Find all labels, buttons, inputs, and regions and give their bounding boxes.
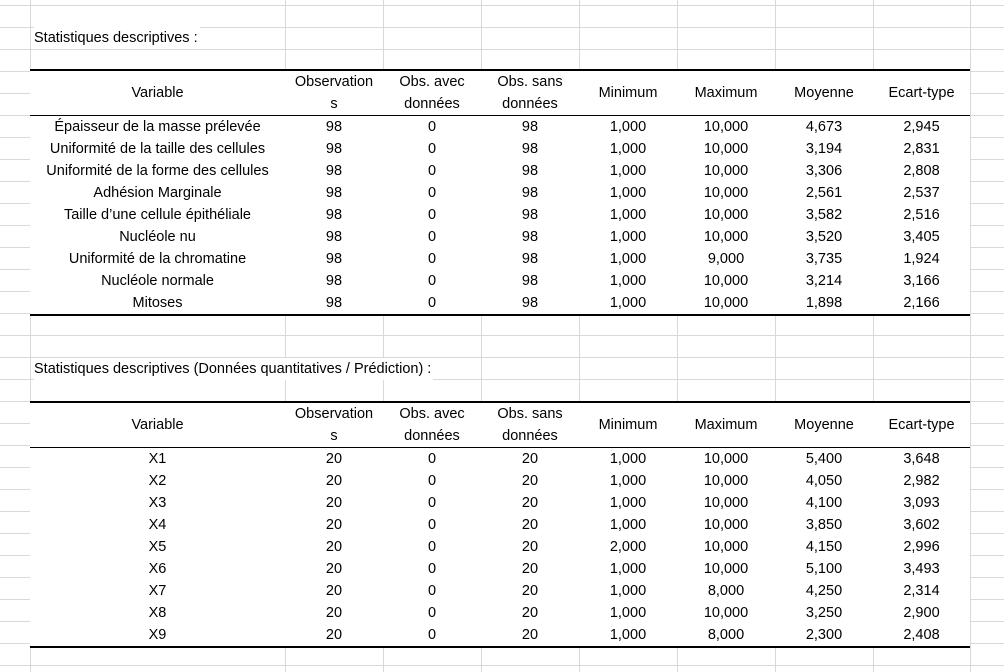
cell-obs-with-data[interactable]: 0 [427,451,437,467]
cell-obs-without-data[interactable]: 20 [521,561,539,577]
cell-variable[interactable]: Uniformité de la taille des cellules [49,141,266,157]
cell-obs-with-data[interactable]: 0 [427,561,437,577]
cell-variable[interactable]: Uniformité de la forme des cellules [46,163,269,179]
cell-maximum[interactable]: 8,000 [707,583,745,599]
table-row [30,226,970,248]
header-minimum: Minimum [579,402,677,448]
cell-mean[interactable]: 3,520 [805,229,843,245]
cell-observations[interactable]: 98 [325,251,343,267]
cell-observations[interactable]: 20 [325,517,343,533]
cell-std-dev[interactable]: 3,093 [903,495,940,511]
cell-mean[interactable]: 4,150 [805,539,843,555]
table-row [30,138,970,160]
cell-minimum[interactable]: 1,000 [609,119,647,135]
prediction-stats-table [30,401,970,648]
cell-mean[interactable]: 4,100 [805,495,843,511]
cell-maximum[interactable]: 10,000 [703,119,749,135]
cell-minimum[interactable]: 1,000 [609,185,647,201]
cell-obs-without-data[interactable]: 98 [521,229,539,245]
cell-minimum[interactable]: 1,000 [609,141,647,157]
cell-minimum[interactable]: 1,000 [609,561,647,577]
cell-maximum[interactable]: 10,000 [703,273,749,289]
cell-variable[interactable]: Uniformité de la chromatine [68,251,247,267]
cell-maximum[interactable]: 10,000 [703,473,749,489]
cell-variable[interactable]: Nucléole nu [119,229,196,245]
cell-std-dev[interactable]: 2,945 [903,119,940,135]
table-row [30,514,970,536]
cell-obs-with-data[interactable]: 0 [427,605,437,621]
cell-mean[interactable]: 5,100 [805,561,843,577]
header-obs-with-data: Obs. avec données [383,70,481,116]
cell-mean[interactable]: 5,400 [805,451,843,467]
cell-std-dev[interactable]: 2,314 [903,583,940,599]
table-row [30,160,970,182]
cell-minimum[interactable]: 1,000 [609,605,647,621]
cell-mean[interactable]: 4,673 [805,119,843,135]
cell-observations[interactable]: 20 [325,583,343,599]
cell-minimum[interactable]: 1,000 [579,292,677,315]
cell-obs-without-data[interactable]: 20 [521,605,539,621]
header-obs-without-data: Obs. sans données [481,70,579,116]
cell-minimum[interactable]: 1,000 [579,624,677,647]
section-title-prediction-stats: Statistiques descriptives (Données quantitatives / Prédiction) : [34,358,433,380]
cell-minimum[interactable]: 1,000 [609,273,647,289]
cell-obs-with-data[interactable]: 0 [427,119,437,135]
cell-obs-with-data[interactable]: 0 [427,517,437,533]
cell-obs-without-data[interactable]: 98 [521,185,539,201]
cell-maximum[interactable]: 10,000 [703,539,749,555]
cell-obs-without-data[interactable]: 20 [521,451,539,467]
cell-variable[interactable]: X5 [148,539,167,555]
cell-obs-with-data[interactable]: 0 [427,229,437,245]
cell-obs-without-data[interactable]: 98 [521,163,539,179]
cell-observations[interactable]: 98 [325,207,343,223]
cell-observations[interactable]: 20 [325,561,343,577]
cell-mean[interactable]: 3,250 [805,605,843,621]
cell-obs-with-data[interactable]: 0 [383,292,481,315]
cell-minimum[interactable]: 1,000 [609,229,647,245]
cell-obs-without-data[interactable]: 98 [521,251,539,267]
table-row [30,116,970,139]
cell-obs-without-data[interactable]: 20 [481,624,579,647]
cell-minimum[interactable]: 1,000 [609,517,647,533]
cell-maximum[interactable]: 9,000 [707,251,745,267]
cell-observations[interactable]: 20 [325,495,343,511]
table-row [30,248,970,270]
cell-std-dev[interactable]: 3,602 [903,517,940,533]
cell-obs-with-data[interactable]: 0 [427,539,437,555]
cell-obs-with-data[interactable]: 0 [427,473,437,489]
cell-observations[interactable]: 20 [285,624,383,647]
cell-obs-with-data[interactable]: 0 [427,495,437,511]
cell-observations[interactable]: 98 [325,185,343,201]
cell-observations[interactable]: 98 [325,119,343,135]
cell-obs-without-data[interactable]: 20 [521,473,539,489]
cell-variable[interactable]: Adhésion Marginale [93,185,222,201]
cell-std-dev[interactable]: 3,166 [903,273,940,289]
cell-variable[interactable]: X8 [148,605,167,621]
cell-std-dev[interactable]: 3,493 [903,561,940,577]
table-row [30,470,970,492]
cell-observations[interactable]: 98 [325,229,343,245]
cell-variable[interactable]: Nucléole normale [101,273,214,289]
cell-maximum[interactable]: 10,000 [703,229,749,245]
cell-maximum[interactable]: 10,000 [703,207,749,223]
table-row [30,536,970,558]
cell-observations[interactable]: 20 [325,605,343,621]
cell-std-dev[interactable]: 2,408 [873,624,970,647]
cell-mean[interactable]: 4,050 [805,473,843,489]
cell-observations[interactable]: 98 [325,163,343,179]
header-variable: Variable [30,70,285,116]
cell-mean[interactable]: 4,250 [805,583,843,599]
cell-observations[interactable]: 20 [325,451,343,467]
cell-std-dev[interactable]: 3,648 [903,451,940,467]
cell-obs-with-data[interactable]: 0 [427,141,437,157]
cell-obs-without-data[interactable]: 20 [521,539,539,555]
header-mean: Moyenne [775,70,873,116]
header-std-dev: Ecart-type [873,70,970,116]
cell-variable[interactable]: X4 [148,517,167,533]
table-row [30,182,970,204]
cell-mean[interactable]: 2,300 [775,624,873,647]
cell-maximum[interactable]: 10,000 [703,495,749,511]
cell-obs-with-data[interactable]: 0 [427,185,437,201]
cell-std-dev[interactable]: 2,982 [903,473,940,489]
header-std-dev: Ecart-type [873,402,970,448]
cell-std-dev[interactable]: 2,808 [903,163,940,179]
cell-variable[interactable]: Mitoses [30,292,285,315]
cell-obs-with-data[interactable]: 0 [427,583,437,599]
cell-minimum[interactable]: 1,000 [609,583,647,599]
header-maximum: Maximum [677,402,775,448]
cell-minimum[interactable]: 1,000 [609,495,647,511]
cell-std-dev[interactable]: 2,537 [903,185,940,201]
cell-std-dev[interactable]: 3,405 [903,229,940,245]
header-mean: Moyenne [775,402,873,448]
table-row [30,270,970,292]
table-row [30,292,970,315]
cell-variable[interactable]: X2 [148,473,167,489]
cell-mean[interactable]: 2,561 [805,185,843,201]
cell-obs-with-data[interactable]: 0 [427,163,437,179]
cell-observations[interactable]: 20 [325,473,343,489]
cell-std-dev[interactable]: 2,831 [903,141,940,157]
header-variable: Variable [30,402,285,448]
cell-obs-with-data[interactable]: 0 [383,624,481,647]
section-title-descriptive-stats: Statistiques descriptives : [34,27,200,49]
table-row [30,602,970,624]
cell-variable[interactable]: X3 [148,495,167,511]
cell-obs-with-data[interactable]: 0 [427,273,437,289]
cell-observations[interactable]: 98 [285,292,383,315]
cell-variable[interactable]: Épaisseur de la masse prélevée [54,119,261,135]
table-row [30,204,970,226]
cell-maximum[interactable]: 10,000 [703,451,749,467]
cell-minimum[interactable]: 1,000 [609,207,647,223]
cell-obs-without-data[interactable]: 98 [521,273,539,289]
cell-observations[interactable]: 20 [325,539,343,555]
cell-observations[interactable]: 98 [325,141,343,157]
cell-maximum[interactable]: 10,000 [677,292,775,315]
table-header-row [30,402,970,448]
cell-variable[interactable]: X6 [148,561,167,577]
cell-obs-without-data[interactable]: 20 [521,495,539,511]
cell-mean[interactable]: 3,214 [805,273,843,289]
table-row [30,448,970,471]
header-obs-with-data: Obs. avec données [383,402,481,448]
header-maximum: Maximum [677,70,775,116]
cell-std-dev[interactable]: 2,516 [903,207,940,223]
table-row [30,624,970,647]
cell-maximum[interactable]: 10,000 [703,605,749,621]
header-observations: Observation s [285,402,383,448]
cell-mean[interactable]: 3,735 [805,251,843,267]
cell-maximum[interactable]: 10,000 [703,517,749,533]
cell-variable[interactable]: X7 [148,583,167,599]
header-obs-without-data: Obs. sans données [481,402,579,448]
cell-mean[interactable]: 3,194 [805,141,843,157]
cell-maximum[interactable]: 8,000 [677,624,775,647]
cell-minimum[interactable]: 1,000 [609,473,647,489]
table-row [30,492,970,514]
cell-minimum[interactable]: 1,000 [609,451,647,467]
cell-variable[interactable]: X9 [30,624,285,647]
cell-observations[interactable]: 98 [325,273,343,289]
cell-obs-without-data[interactable]: 98 [481,292,579,315]
header-observations: Observation s [285,70,383,116]
cell-obs-without-data[interactable]: 20 [521,583,539,599]
cell-variable[interactable]: X1 [148,451,167,467]
cell-maximum[interactable]: 10,000 [703,141,749,157]
cell-obs-without-data[interactable]: 98 [521,119,539,135]
table-row [30,580,970,602]
cell-std-dev[interactable]: 2,166 [873,292,970,315]
cell-std-dev[interactable]: 1,924 [903,251,940,267]
cell-maximum[interactable]: 10,000 [703,561,749,577]
cell-mean[interactable]: 3,850 [805,517,843,533]
cell-obs-without-data[interactable]: 98 [521,207,539,223]
cell-std-dev[interactable]: 2,996 [903,539,940,555]
cell-obs-without-data[interactable]: 98 [521,141,539,157]
cell-mean[interactable]: 3,306 [805,163,843,179]
cell-minimum[interactable]: 2,000 [609,539,647,555]
cell-minimum[interactable]: 1,000 [609,251,647,267]
cell-mean[interactable]: 1,898 [775,292,873,315]
cell-variable[interactable]: Taille d’une cellule épithéliale [63,207,251,223]
cell-obs-with-data[interactable]: 0 [427,207,437,223]
table-row [30,558,970,580]
cell-minimum[interactable]: 1,000 [609,163,647,179]
table-header-row [30,70,970,116]
cell-obs-without-data[interactable]: 20 [521,517,539,533]
cell-mean[interactable]: 3,582 [805,207,843,223]
cell-maximum[interactable]: 10,000 [703,163,749,179]
descriptive-stats-table [30,69,970,316]
cell-maximum[interactable]: 10,000 [703,185,749,201]
header-minimum: Minimum [579,70,677,116]
cell-std-dev[interactable]: 2,900 [903,605,940,621]
cell-obs-with-data[interactable]: 0 [427,251,437,267]
